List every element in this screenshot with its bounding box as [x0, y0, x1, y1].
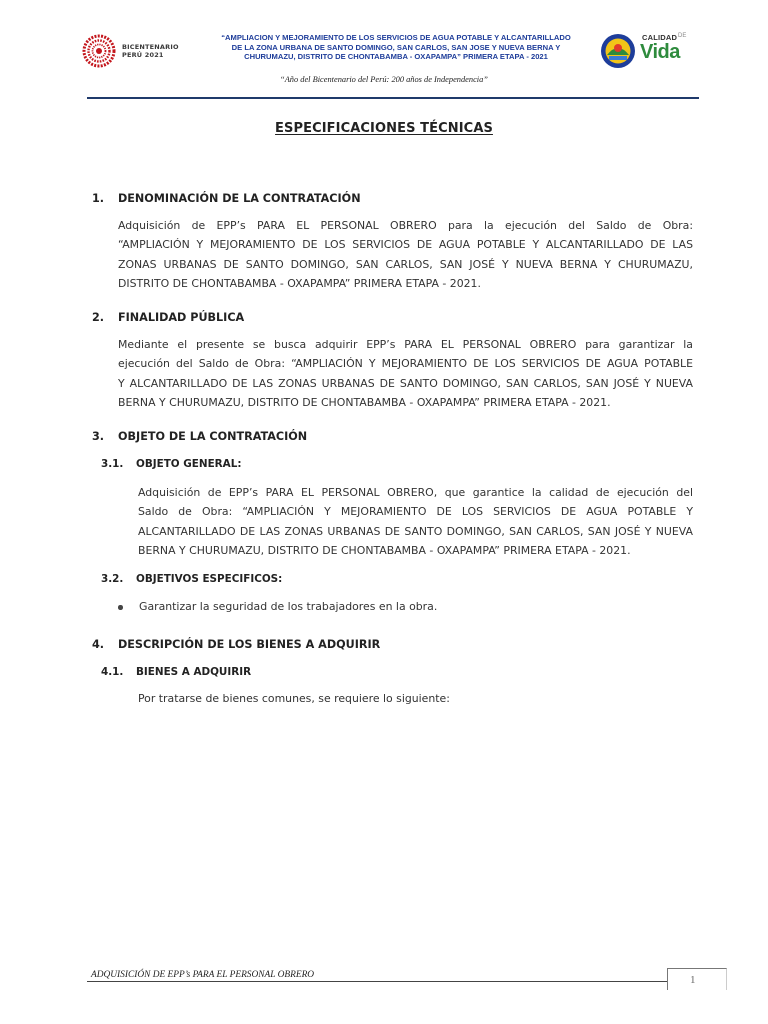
logo-text-line2: PERÚ 2021	[122, 51, 164, 59]
bicentenario-emblem-icon	[82, 34, 116, 68]
calidad-label: CALIDAD	[642, 33, 678, 42]
section-number: 3.	[92, 430, 105, 443]
footer-rule	[87, 981, 667, 982]
page-number: 1	[690, 974, 696, 986]
subsection-number: 3.1.	[101, 458, 124, 470]
project-title	[200, 33, 592, 62]
document-title: ESPECIFICACIONES TÉCNICAS	[275, 121, 493, 136]
calidad-de-vida-logo	[640, 31, 692, 67]
bicentenario-logo	[82, 34, 192, 68]
subsection-title: BIENES A ADQUIRIR	[136, 666, 252, 678]
section-title: FINALIDAD PÚBLICA	[118, 311, 245, 324]
footer-title: ADQUISICIÓN DE EPP’s PARA EL PERSONAL OBRERO	[91, 970, 315, 980]
section-title: OBJETO DE LA CONTRATACIÓN	[118, 430, 308, 443]
de-label: DE	[678, 33, 687, 39]
page-number-box	[667, 968, 727, 990]
section-3-1-paragraph: Adquisición de EPP’s PARA EL PERSONAL OBRERO, que garantice la calidad de ejecución del Saldo de Obra: “AMPLIACIÓN Y MEJORAMIENTO DE LOS SERVICIOS DE AGUA POTABLE Y ALCANTARILLADO DE LAS ZONAS URBANAS DE SANTO DOMINGO, SAN CARLOS, SAN JOSÉ Y NUEVA BERNA Y CHURUMAZU, DISTRITO DE CHONTABAMBA - OXAPAMPA” PRIMERA ETAPA - 2021.	[138, 486, 693, 557]
project-title-line1: “AMPLIACION Y MEJORAMIENTO DE LOS SERVICIOS DE AGUA POTABLE Y ALCANTARILLADO	[221, 33, 571, 42]
objective-text: Garantizar la seguridad de los trabajadores en la obra.	[139, 600, 438, 613]
vida-label: Vida	[640, 41, 680, 63]
subsection-number: 4.1.	[101, 666, 124, 678]
project-title-line3: CHURUMAZU, DISTRITO DE CHONTABAMBA - OXAPAMPA” PRIMERA ETAPA - 2021	[244, 52, 548, 62]
bullet-icon	[118, 605, 123, 610]
year-motto: “Año del Bicentenario del Perú: 200 años de Independencia”	[280, 75, 488, 84]
section-number: 1.	[92, 192, 105, 205]
logo-text-line1: BICENTENARIO	[122, 43, 179, 51]
municipal-seal-icon	[600, 31, 636, 71]
section-title: DENOMINACIÓN DE LA CONTRATACIÓN	[118, 192, 361, 205]
subsection-title: OBJETO GENERAL:	[136, 458, 242, 470]
section-number: 2.	[92, 311, 105, 324]
section-1-paragraph: Adquisición de EPP’s PARA EL PERSONAL OBRERO para la ejecución del Saldo de Obra: “AMPLIACIÓN Y MEJORAMIENTO DE LOS SERVICIOS DE AGUA POTABLE Y ALCANTARILLADO DE LAS ZONAS URBANAS DE SANTO DOMINGO, SAN CARLOS, SAN JOSÉ Y NUEVA BERNA Y CHURUMAZU, DISTRITO DE CHONTABAMBA - OXAPAMPA” PRIMERA ETAPA - 2021.	[118, 219, 693, 290]
section-2-paragraph: Mediante el presente se busca adquirir EPP’s PARA EL PERSONAL OBRERO para garantizar la ejecución del Saldo de Obra: “AMPLIACIÓN Y MEJORAMIENTO DE LOS SERVICIOS DE AGUA POTABLE Y ALCANTARILLADO DE LAS ZONAS URBANAS DE SANTO DOMINGO, SAN CARLOS, SAN JOSÉ Y NUEVA BERNA Y CHURUMAZU, DISTRITO DE CHONTABAMBA - OXAPAMPA” PRIMERA ETAPA - 2021.	[118, 338, 693, 409]
subsection-title: OBJETIVOS ESPECIFICOS:	[136, 573, 283, 585]
section-number: 4.	[92, 638, 105, 651]
subsection-number: 3.2.	[101, 573, 124, 585]
section-4-1-paragraph: Por tratarse de bienes comunes, se requiere lo siguiente:	[138, 692, 450, 705]
project-title-line2: DE LA ZONA URBANA DE SANTO DOMINGO, SAN CARLOS, SAN JOSE Y NUEVA BERNA Y	[231, 42, 561, 52]
section-title: DESCRIPCIÓN DE LOS BIENES A ADQUIRIR	[118, 638, 381, 651]
header-rule	[87, 97, 699, 99]
